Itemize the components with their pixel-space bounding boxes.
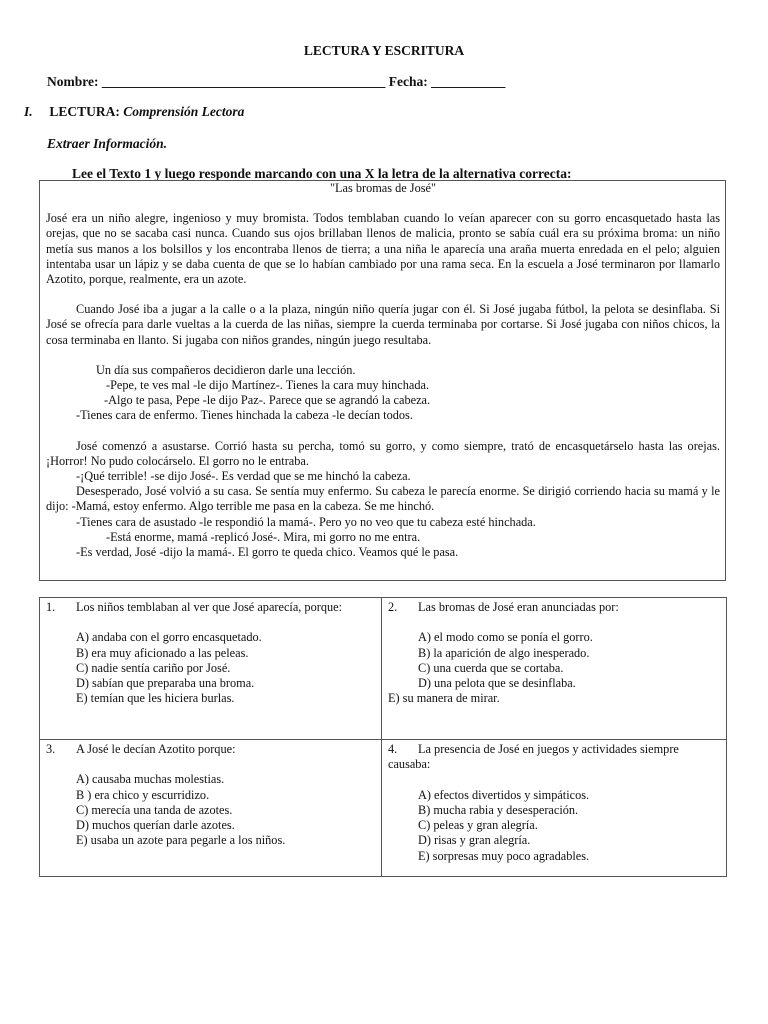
section-label: LECTURA: xyxy=(49,104,120,119)
dialogue-line: -Tienes cara de asustado -le respondió la mamá-. Pero yo no veo que tu cabeza esté hinchada. xyxy=(76,514,536,529)
option-c[interactable]: C) merecía una tanda de azotes. xyxy=(76,802,233,817)
reading-text-box xyxy=(39,180,726,581)
dialogue-line: -¡Qué terrible! -se dijo José-. Es verdad que se me hinchó la cabeza. xyxy=(76,469,411,484)
question-text: Los niños temblaban al ver que José aparecía, porque: xyxy=(76,600,342,614)
question-1: 1. Los niños temblaban al ver que José aparecía, porque: A) andaba con el gorro encasquetado. B) era muy aficionado a las peleas. C) nadie sentía cariño por José. D) sabían que preparaba una broma. E) temían que les hiciera burlas. xyxy=(40,598,382,740)
questions-table xyxy=(39,597,727,877)
question-text: La presencia de José en juegos y actividades siempre causaba: xyxy=(388,742,679,772)
dialogue-line: Un día sus compañeros decidieron darle una lección. xyxy=(96,362,356,377)
option-b[interactable]: B) mucha rabia y desesperación. xyxy=(418,802,579,817)
option-b[interactable]: B) era muy aficionado a las peleas. xyxy=(76,645,249,660)
question-2: 2. Las bromas de José eran anunciadas por: A) el modo como se ponía el gorro. B) la aparición de algo inesperado. C) una cuerda que se cortaba. D) una pelota que se desinflaba. E) su manera de mirar. xyxy=(382,598,726,740)
paragraph-2: Cuando José iba a jugar a la calle o a la plaza, ningún niño quería jugar con él. Si José jugaba fútbol, la pelota se desinflaba. Si José se ofrecía para darle vueltas a la cuerda de las niñas, siempre la cuerda terminaba por cortarse. Si José jugaba con niños chicos, la cosa terminaba en llanto. Si jugaba con niños grandes, ningún juego resultaba. xyxy=(46,302,720,347)
dialogue-line: -Algo te pasa, Pepe -le dijo Paz-. Parece que se agrandó la cabeza. xyxy=(104,393,431,408)
reading-title: "Las bromas de José" xyxy=(329,181,436,195)
paragraph-4: Desesperado, José volvió a su casa. Se sentía muy enfermo. Su cabeza le parecía enorme. Se dirigió corriendo hacia su mamá y le dijo: -Mamá, estoy enfermo. Algo terrible me pasa en la cabeza. Se me hinchó. xyxy=(46,484,720,514)
question-text: A José le decían Azotito porque: xyxy=(76,742,236,756)
option-a[interactable]: A) causaba muchas molestias. xyxy=(76,772,225,787)
question-3: 3. A José le decían Azotito porque: A) causaba muchas molestias. B ) era chico y escurridizo. C) merecía una tanda de azotes. D) muchos querían darle azotes. E) usaba un azote para pegarle a los niños. xyxy=(40,740,382,876)
option-d[interactable]: D) sabían que preparaba una broma. xyxy=(76,676,255,691)
section-number: I. xyxy=(24,104,33,119)
page-title: LECTURA Y ESCRITURA xyxy=(303,43,465,58)
option-c[interactable]: C) peleas y gran alegría. xyxy=(418,818,538,833)
question-text: Las bromas de José eran anunciadas por: xyxy=(418,600,619,614)
dialogue-line: -Es verdad, José -dijo la mamá-. El gorro te queda chico. Veamos qué le pasa. xyxy=(76,545,459,560)
dialogue-line: -Tienes cara de enfermo. Tienes hinchada la cabeza -le decían todos. xyxy=(76,408,413,423)
option-a[interactable]: A) andaba con el gorro encasquetado. xyxy=(76,630,262,645)
name-date-line: Nombre: __________________________________________ Fecha: ___________ xyxy=(47,74,506,89)
option-d[interactable]: D) muchos querían darle azotes. xyxy=(76,818,235,833)
option-c[interactable]: C) una cuerda que se cortaba. xyxy=(418,660,564,675)
instruction: Lee el Texto 1 y luego responde marcando con una X la letra de la alternativa correcta: xyxy=(72,166,572,181)
option-e[interactable]: E) usaba un azote para pegarle a los niños. xyxy=(76,833,286,848)
section-sublabel: Comprensión Lectora xyxy=(123,104,245,119)
dialogue-line: -Pepe, te ves mal -le dijo Martínez-. Tienes la cara muy hinchada. xyxy=(106,378,430,393)
option-a[interactable]: A) efectos divertidos y simpáticos. xyxy=(418,787,590,802)
option-e[interactable]: E) temían que les hiciera burlas. xyxy=(76,691,235,706)
paragraph-1: José era un niño alegre, ingenioso y muy bromista. Todos temblaban cuando lo veían aparecer con su gorro encasquetado hasta las orejas, que no se sacaba casi nunca. Cuando sus ojos brillaban llenos de malicia, pronto se sabía cuál era su próxima broma: un niño metía sus manos a los bolsillos y los encontraba llenos de tierra; a una niña le aparecía una araña muerta enredada en el pelo; alguien intentaba usar un lápiz y se daba cuenta de que se lo habían cambiado por una rama seca. En la escuela a José terminaron por llamarlo Azotito, porque, realmente, era un azote. xyxy=(46,211,720,287)
subheading: Extraer Información. xyxy=(47,136,168,151)
section-heading xyxy=(24,104,244,120)
paragraph-3: José comenzó a asustarse. Corrió hasta su percha, tomó su gorro, y como siempre, trató de encasquetárselo hasta las orejas. ¡Horror! No pudo colocárselo. El gorro no le entraba. xyxy=(46,438,720,468)
option-d[interactable]: D) risas y gran alegría. xyxy=(418,833,531,848)
option-b[interactable]: B ) era chico y escurridizo. xyxy=(76,787,210,802)
option-c[interactable]: C) nadie sentía cariño por José. xyxy=(76,660,231,675)
option-e[interactable]: E) sorpresas muy poco agradables. xyxy=(418,848,590,863)
dialogue-line: -Está enorme, mamá -replicó José-. Mira, mi gorro no me entra. xyxy=(106,529,421,544)
option-d[interactable]: D) una pelota que se desinflaba. xyxy=(418,676,576,691)
option-e[interactable]: E) su manera de mirar. xyxy=(388,691,500,706)
option-b[interactable]: B) la aparición de algo inesperado. xyxy=(418,645,590,660)
option-a[interactable]: A) el modo como se ponía el gorro. xyxy=(418,630,593,645)
question-4: 4. La presencia de José en juegos y actividades siempre causaba: A) efectos divertidos y simpáticos. B) mucha rabia y desesperación. C) peleas y gran alegría. D) risas y gran alegría. E) sorpresas muy poco agradables. xyxy=(382,740,726,876)
